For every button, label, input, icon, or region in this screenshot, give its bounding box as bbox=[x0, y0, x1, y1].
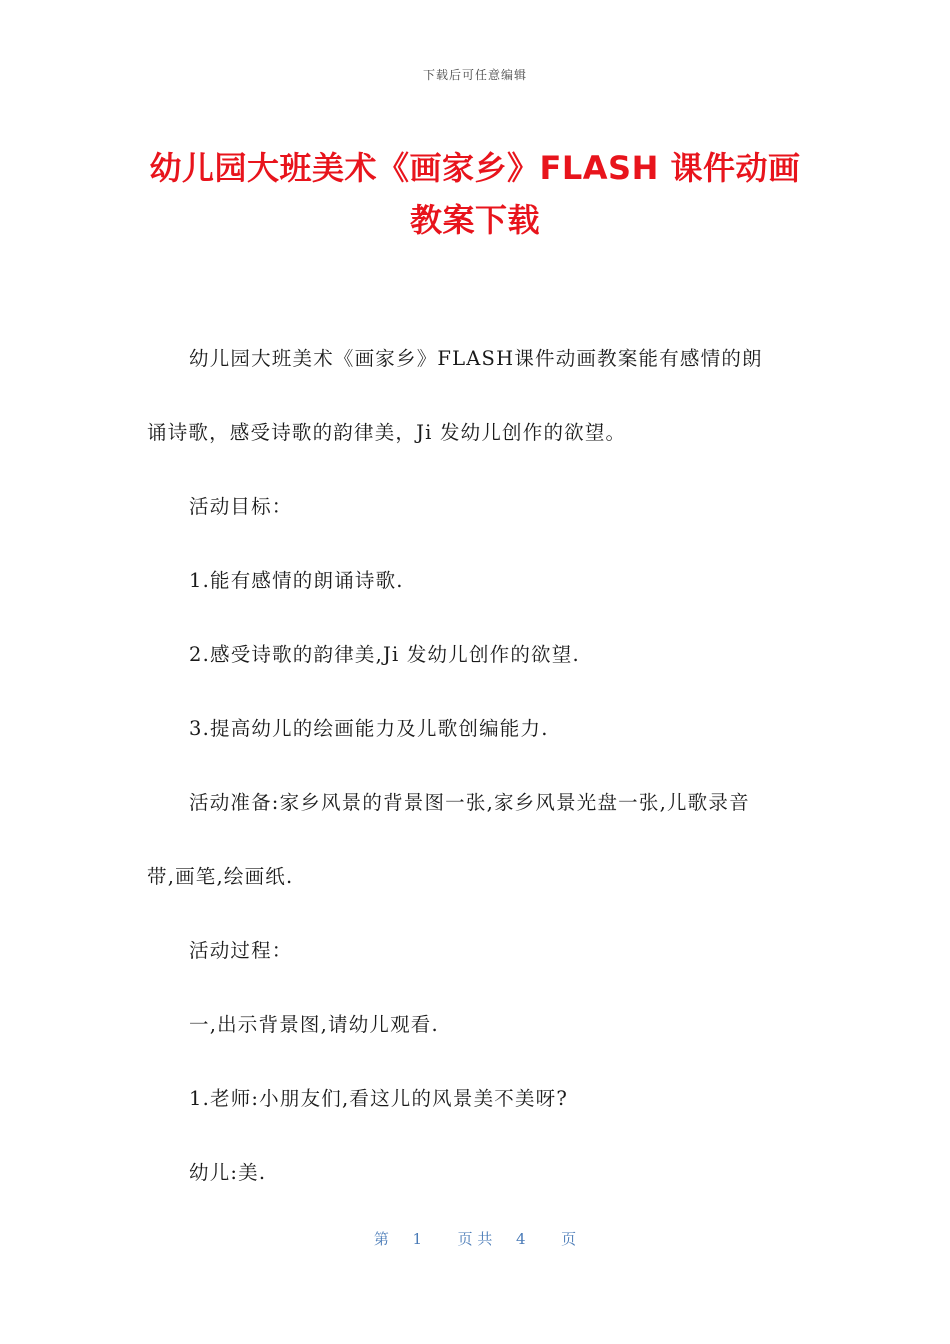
goal-item-3: 3.提高幼儿的绘画能力及儿歌创编能力. bbox=[189, 717, 549, 740]
goal-item-1: 1.能有感情的朗诵诗歌. bbox=[189, 569, 404, 592]
footer-label-total: 页 共 bbox=[457, 1230, 493, 1248]
footer-label-end: 页 bbox=[561, 1230, 577, 1248]
document-title bbox=[110, 142, 840, 246]
process-heading: 活动过程： bbox=[189, 939, 293, 962]
dialog-line-2: 幼儿:美. bbox=[189, 1161, 267, 1184]
footer-label-page: 第 bbox=[373, 1230, 389, 1248]
preparation-line-2: 带,画笔,绘画纸. bbox=[147, 865, 294, 888]
title-line-1: 幼儿园大班美术《画家乡》FLASH 课件动画 bbox=[149, 149, 801, 187]
title-line-2: 教案下载 bbox=[409, 201, 540, 239]
goal-item-2: 2.感受诗歌的韵律美,Ji 发幼儿创作的欲望. bbox=[189, 643, 580, 666]
page-footer bbox=[0, 1228, 950, 1249]
preparation-line-1: 活动准备:家乡风景的背景图一张,家乡风景光盘一张,儿歌录音 bbox=[189, 791, 750, 814]
process-step-1: 一,出示背景图,请幼儿观看. bbox=[189, 1013, 439, 1036]
document-body bbox=[147, 322, 807, 1210]
dialog-line-1: 1.老师:小朋友们,看这儿的风景美不美呀? bbox=[189, 1087, 569, 1110]
page-header-note: 下载后可任意编辑 bbox=[422, 68, 527, 82]
footer-current-page: 1 bbox=[412, 1230, 423, 1248]
footer-total-pages: 4 bbox=[515, 1230, 526, 1248]
intro-paragraph-line-2: 诵诗歌，感受诗歌的韵律美，Ji 发幼儿创作的欲望。 bbox=[147, 421, 627, 444]
intro-paragraph-line-1: 幼儿园大班美术《画家乡》FLASH课件动画教案能有感情的朗 bbox=[189, 347, 763, 370]
goals-heading: 活动目标： bbox=[189, 495, 293, 518]
